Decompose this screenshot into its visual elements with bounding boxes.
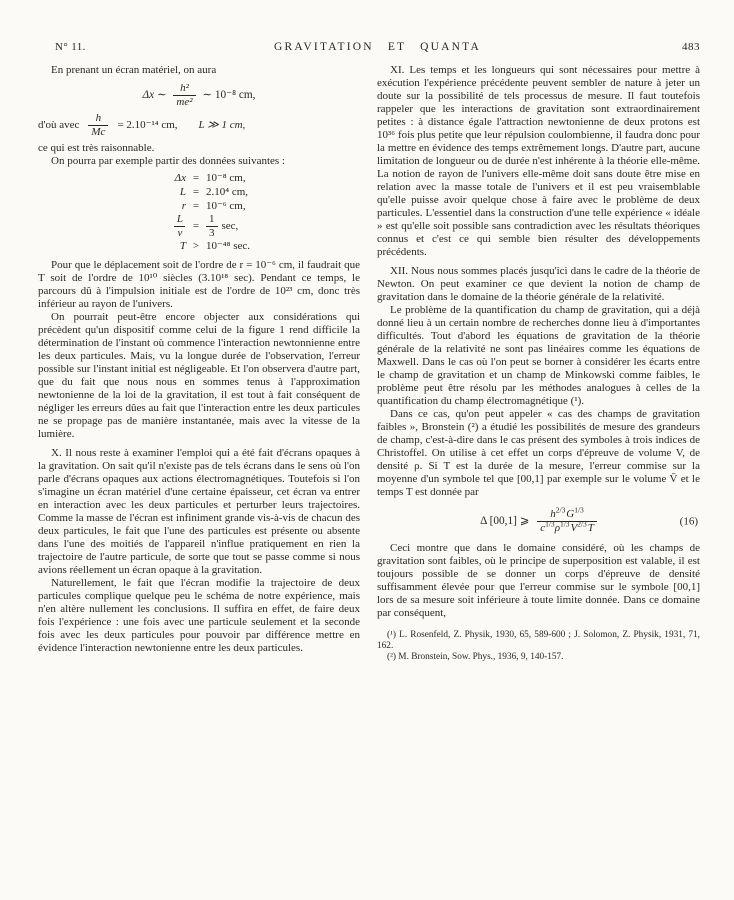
formula-16-lhs: Δ [00,1] ⩾ <box>480 515 530 527</box>
paragraph-quantification: Le problème de la quantification du champ de gravitation, qui a déjà donné lieu à un certain nombre de recherches donne lieu à d'importantes difficultés. Tout d'abord les équations de gravitation de la théorie générale de la relativité ne sont pas linéaires comme les équations de Maxwell. Dans le cas où l'on peut se borner à considérer les écarts entre le champ de gravitation et un champ de Minkowski comme faibles, le problème peut être résolu par les méthodes analogues à celles de la quantification du champ électromagnétique (¹). <box>377 304 700 407</box>
right-column <box>377 64 700 663</box>
issue-number: N° 11. <box>55 41 86 53</box>
equation-dx: Δx = 10⁻⁸ cm, <box>174 172 246 184</box>
formula-rhs: ∼ 10⁻⁸ cm, <box>202 89 256 101</box>
equation-unit: sec, <box>221 220 239 232</box>
paragraph-section-xi: XI. Les temps et les longueurs qui sont nécessaires pour mettre à exécution l'expérience précédente peuvent sembler de nature à jeter un doute sur la possibilité de tels processus de mesure. Il faut toutefois rappeler que les interactions de gravitation sont extraordinairement petites : à distance égale l'attraction newtonienne de deux protons est 10³⁶ fois plus petite que leur répulsion coulombienne, il faudra donc pour la mettre en évidence des temps extrêmement longs. D'autre part, aucune limitation de longueur ou de durée n'est inhérente à la théorie elle-même. La notion de rayon de l'univers elle-même doit sans doute être mise en relation avec la masse totale de l'univers et il est peu vraisemblable qu'elle puisse avoir quelque chose à faire avec le problème de deux particules. L'essentiel dans la construction d'une telle expérience « idéale » est qu'elle soit possible sans contradiction avec les résultats théoriques connus et c'est ce qui semble bien résulter des développements précédents. <box>377 64 700 258</box>
paragraph-ceci-montre: Ceci montre que dans le domaine considéré, où les champs de gravitation sont faibles, où le principe de superposition est valable, il est toujours possible de se donner un corps d'épreuve de densité suffisamment élevée pour que l'erreur commise sur le symbole [00,1] lors de sa mesure soit inférieure à toute limite donnée. Dans ce domaine par conséquent, <box>377 542 700 619</box>
equation-r: r = 10⁻⁶ cm, <box>181 200 246 212</box>
equation-number: (16) <box>679 515 698 527</box>
footnote-2: (²) M. Bronstein, Sow. Phys., 1936, 9, 140-157. <box>387 652 564 662</box>
running-header <box>55 41 700 53</box>
paragraph-raisonnable: ce qui est très raisonnable. <box>38 142 155 154</box>
paragraph-bronstein: Dans ce cas, qu'on peut appeler « cas des champs de gravitation faibles », Bronstein (²) a étudié les possibilités de mesure des grandeurs de champ, c'est-à-dire dans le cas présent des symboles à trois indices de Christoffel. On utilise à cet effet un corps d'épreuve de volume V, de densité ρ. Si T est la durée de la mesure, l'erreur commise sur la moyenne d'un symbole tel que [00,1] par exemple sur le volume V̄ et le temps T est donnée par <box>377 408 700 498</box>
fraction-L-v: $\frac{L}{v}$ <box>174 214 186 239</box>
formula-pre-text: d'où avec <box>38 119 80 131</box>
paragraph-naturellement: Naturellement, le fait que l'écran modifie la trajectoire de deux particules complique quelque peu le schéma de notre expérience, mais n'en altère nullement les conclusions. Il suffira en effet, de faire deux fois l'expérience : une fois avec une particule seulement et la seconde fois avec les deux particules pour pouvoir par différence mettre en évidence l'interaction newtonienne entre les deux particules. <box>38 577 360 654</box>
formula-tail-text: L ≫ 1 cm, <box>198 119 246 131</box>
paragraph-ecran-intro: En prenant un écran matériel, on aura <box>51 64 217 76</box>
paragraph-section-x: X. Il nous reste à examiner l'emploi qui a été fait d'écrans opaques à la gravitation. On sait qu'il n'existe pas de tels écrans dans le sens où l'on parle d'écrans opaques aux actions électromagnétiques. Toutefois si l'on s'imagine un écran matériel d'une certaine épaisseur, cet écran va entrer en interaction avec les deux particules et perturber leurs trajectoires. Comme la masse de l'écran est infiniment grande vis-à-vis de chacun des deux particules, le fait que l'une des particules est présente ou absente dans l'une des moitiés de l'appareil n'influe pratiquement en rien la trajectoire de l'autre particule, de sorte que tout se passe comme si nous avions réellement un écran opaque à la gravitation. <box>38 447 360 576</box>
formula-16 <box>377 505 700 534</box>
equation-T: T > 10⁻⁴⁸ sec. <box>179 240 251 252</box>
formula-h-mc <box>38 113 360 138</box>
formula-delta-x <box>38 83 360 108</box>
footnote-1: (¹) L. Rosenfeld, Z. Physik, 1930, 65, 589-600 ; J. Solomon, Z. Physik, 1931, 71, 162. <box>377 630 700 651</box>
page-number: 483 <box>682 41 700 53</box>
equation-list <box>150 172 250 253</box>
paragraph-section-xii: XII. Nous nous sommes placés jusqu'ici dans le cadre de la théorie de Newton. On peut examiner ce que devient la notion de champ de gravitation dans le domaine de la théorie générale de la relativité. <box>377 265 700 303</box>
fraction-h-mc: $\frac{h}{Mc}$ <box>88 113 108 138</box>
fraction-h2-me2: $\frac{\text{h²}}{\text{me²}}$ <box>173 83 195 108</box>
paragraph-objection: On pourrait peut-être encore objecter aux considérations qui précèdent qu'un dispositif comme celui de la figure 1 rend difficile la détermination de l'instant où commence l'interaction newtonnienne entre les deux particules. Mais, vu la longue durée de l'observation, l'erreur possible sur l'instant initial est négligeable. Et l'on observera d'autre part, que du fait que nous nous en sommes tenus à l'approximation newtonienne de la loi de la gravitation, il est tout à fait conséquent de négliger les erreurs dûes au fait que l'interaction entre les deux particules ne se propage pas de manière instantanée, mais avec la vitesse de la lumière. <box>38 311 360 440</box>
fraction-formula-16: $\frac{h^{2/3} G^{1/3}}{c^{1/3}\rho^{1/3} V^{2/3} \overline{T}}$ <box>537 509 597 534</box>
paragraph-donnees: On pourra par exemple partir des données suivantes : <box>51 155 285 167</box>
footnotes <box>377 630 700 663</box>
fraction-1-3: $\frac{1}{3}$ <box>206 214 218 239</box>
formula-lhs: Δx ∼ <box>142 89 167 101</box>
equation-L-over-v: $\frac{L}{v}$ = $\frac{1}{3}$ sec, <box>150 214 250 239</box>
paragraph-deplacement: Pour que le déplacement soit de l'ordre de r = 10⁻⁶ cm, il faudrait que T soit de l'ordre de 10¹⁰ siècles (3.10¹⁸ sec). Pendant ce temps, le parcours dû à l'impulsion initiale est de l'ordre de 10²³ cm, donc très inférieur au rayon de l'univers. <box>38 259 360 310</box>
left-column <box>38 64 360 655</box>
formula-mid-text: = 2.10⁻¹⁴ cm, <box>117 119 178 131</box>
equation-L: L = 2.10⁴ cm, <box>179 186 249 198</box>
running-title: GRAVITATION ET QUANTA <box>274 41 481 53</box>
